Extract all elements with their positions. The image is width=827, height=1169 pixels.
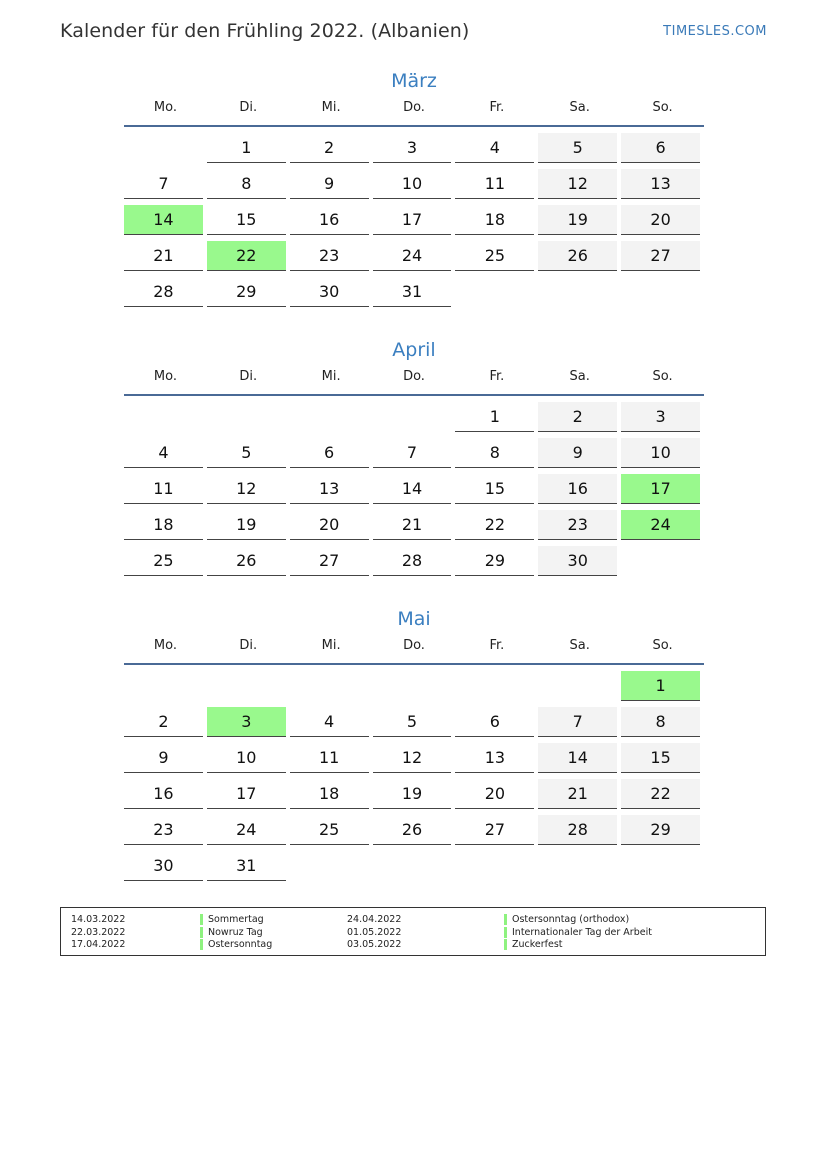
month-title: April [392,339,436,361]
week-row [124,131,704,167]
day-cell: 9 [538,438,617,468]
week-row [124,849,704,885]
weekday-label: Mo. [153,100,177,115]
legend-date: 03.05.2022 [347,939,402,950]
day-cell: 10 [207,743,286,773]
day-cell: 1 [207,133,286,163]
empty-cell [290,851,369,881]
holiday-legend [60,907,766,956]
weekday-label: Do. [403,100,425,115]
day-cell: 11 [124,474,203,504]
empty-cell [290,402,369,432]
week-row [124,203,704,239]
day-cell: 27 [621,241,700,271]
weekday-label: Di. [239,369,258,384]
legend-holiday-name: Nowruz Tag [200,927,263,938]
empty-cell [538,671,617,701]
day-cell: 17 [373,205,452,235]
week-row [124,669,704,705]
day-cell: 22 [455,510,534,540]
weekday-label: Mo. [153,369,177,384]
day-cell: 16 [124,779,203,809]
day-cell: 3 [373,133,452,163]
empty-cell [124,671,203,701]
day-cell: 14 [124,205,203,235]
weeks-grid [124,396,704,580]
month-april [124,337,704,580]
day-cell: 23 [538,510,617,540]
day-cell: 6 [290,438,369,468]
day-cell: 21 [124,241,203,271]
weekday-label: Mi. [321,638,341,653]
day-cell: 14 [538,743,617,773]
week-row [124,275,704,311]
month-title: März [391,70,437,92]
week-row [124,436,704,472]
day-cell: 15 [207,205,286,235]
weekday-label: So. [652,369,673,384]
day-cell: 18 [455,205,534,235]
day-cell: 7 [124,169,203,199]
day-cell: 19 [538,205,617,235]
day-cell: 8 [621,707,700,737]
day-cell: 26 [207,546,286,576]
day-cell: 30 [538,546,617,576]
day-cell: 18 [124,510,203,540]
day-cell: 3 [207,707,286,737]
day-cell: 13 [621,169,700,199]
day-cell: 9 [124,743,203,773]
weekday-label: Di. [239,638,258,653]
week-row [124,813,704,849]
month-title: Mai [397,608,431,630]
day-cell: 30 [290,277,369,307]
day-cell: 14 [373,474,452,504]
weekday-label: Di. [239,100,258,115]
brand-link[interactable]: TIMESLES.COM [663,24,767,39]
day-cell: 1 [455,402,534,432]
day-cell: 24 [373,241,452,271]
weekday-header [124,636,704,665]
empty-cell [455,851,534,881]
legend-holiday-name: Ostersonntag [200,939,272,950]
day-cell: 21 [373,510,452,540]
empty-cell [207,671,286,701]
day-cell: 8 [455,438,534,468]
day-cell: 17 [621,474,700,504]
weekday-label: Do. [403,638,425,653]
weekday-label: Fr. [489,369,505,384]
empty-cell [207,402,286,432]
day-cell: 24 [207,815,286,845]
day-cell: 16 [290,205,369,235]
month-may [124,606,704,885]
day-cell: 5 [538,133,617,163]
legend-holiday-name: Zuckerfest [504,939,563,950]
month-march [124,68,704,311]
day-cell: 15 [455,474,534,504]
day-cell: 10 [621,438,700,468]
day-cell: 7 [373,438,452,468]
day-cell: 29 [455,546,534,576]
day-cell: 9 [290,169,369,199]
day-cell: 1 [621,671,700,701]
legend-row [61,939,765,952]
day-cell: 18 [290,779,369,809]
legend-date: 24.04.2022 [347,914,402,925]
day-cell: 29 [207,277,286,307]
day-cell: 12 [207,474,286,504]
day-cell: 26 [373,815,452,845]
day-cell: 20 [621,205,700,235]
week-row [124,741,704,777]
legend-holiday-name: Internationaler Tag der Arbeit [504,927,652,938]
day-cell: 22 [621,779,700,809]
empty-cell [373,671,452,701]
day-cell: 13 [455,743,534,773]
week-row [124,472,704,508]
day-cell: 4 [124,438,203,468]
day-cell: 28 [124,277,203,307]
day-cell: 25 [124,546,203,576]
empty-cell [124,402,203,432]
weekday-label: Mi. [321,100,341,115]
empty-cell [538,851,617,881]
day-cell: 17 [207,779,286,809]
weekday-label: Fr. [489,100,505,115]
day-cell: 12 [538,169,617,199]
empty-cell [373,851,452,881]
weekday-label: Do. [403,369,425,384]
empty-cell [621,277,700,307]
legend-date: 22.03.2022 [71,927,126,938]
weekday-label: Mi. [321,369,341,384]
legend-date: 01.05.2022 [347,927,402,938]
week-row [124,167,704,203]
day-cell: 2 [538,402,617,432]
day-cell: 4 [455,133,534,163]
day-cell: 16 [538,474,617,504]
day-cell: 27 [455,815,534,845]
day-cell: 2 [290,133,369,163]
day-cell: 26 [538,241,617,271]
day-cell: 12 [373,743,452,773]
legend-holiday-name: Ostersonntag (orthodox) [504,914,629,925]
weeks-grid [124,127,704,311]
legend-date: 17.04.2022 [71,939,126,950]
weekday-label: Fr. [489,638,505,653]
day-cell: 25 [290,815,369,845]
day-cell: 3 [621,402,700,432]
weekday-label: Mo. [153,638,177,653]
page-title: Kalender für den Frühling 2022. (Albanien) [60,20,470,42]
day-cell: 23 [124,815,203,845]
empty-cell [621,851,700,881]
day-cell: 25 [455,241,534,271]
empty-cell [124,133,203,163]
week-row [124,777,704,813]
day-cell: 11 [290,743,369,773]
day-cell: 30 [124,851,203,881]
day-cell: 29 [621,815,700,845]
weekday-label: So. [652,100,673,115]
weekday-label: Sa. [569,369,590,384]
weekday-header [124,98,704,127]
weekday-label: Sa. [569,100,590,115]
empty-cell [538,277,617,307]
empty-cell [455,671,534,701]
empty-cell [621,546,700,576]
day-cell: 28 [538,815,617,845]
day-cell: 7 [538,707,617,737]
day-cell: 23 [290,241,369,271]
empty-cell [290,671,369,701]
legend-holiday-name: Sommertag [200,914,264,925]
day-cell: 20 [290,510,369,540]
day-cell: 20 [455,779,534,809]
weeks-grid [124,665,704,885]
day-cell: 11 [455,169,534,199]
empty-cell [455,277,534,307]
day-cell: 13 [290,474,369,504]
week-row [124,544,704,580]
day-cell: 4 [290,707,369,737]
day-cell: 31 [373,277,452,307]
day-cell: 6 [455,707,534,737]
week-row [124,705,704,741]
day-cell: 24 [621,510,700,540]
weekday-label: Sa. [569,638,590,653]
empty-cell [373,402,452,432]
day-cell: 22 [207,241,286,271]
day-cell: 6 [621,133,700,163]
week-row [124,239,704,275]
day-cell: 21 [538,779,617,809]
day-cell: 5 [373,707,452,737]
day-cell: 19 [207,510,286,540]
weekday-header [124,367,704,396]
day-cell: 19 [373,779,452,809]
day-cell: 27 [290,546,369,576]
weekday-label: So. [652,638,673,653]
legend-date: 14.03.2022 [71,914,126,925]
legend-row [61,914,765,927]
week-row [124,400,704,436]
day-cell: 10 [373,169,452,199]
day-cell: 8 [207,169,286,199]
week-row [124,508,704,544]
day-cell: 5 [207,438,286,468]
day-cell: 31 [207,851,286,881]
day-cell: 28 [373,546,452,576]
day-cell: 2 [124,707,203,737]
day-cell: 15 [621,743,700,773]
